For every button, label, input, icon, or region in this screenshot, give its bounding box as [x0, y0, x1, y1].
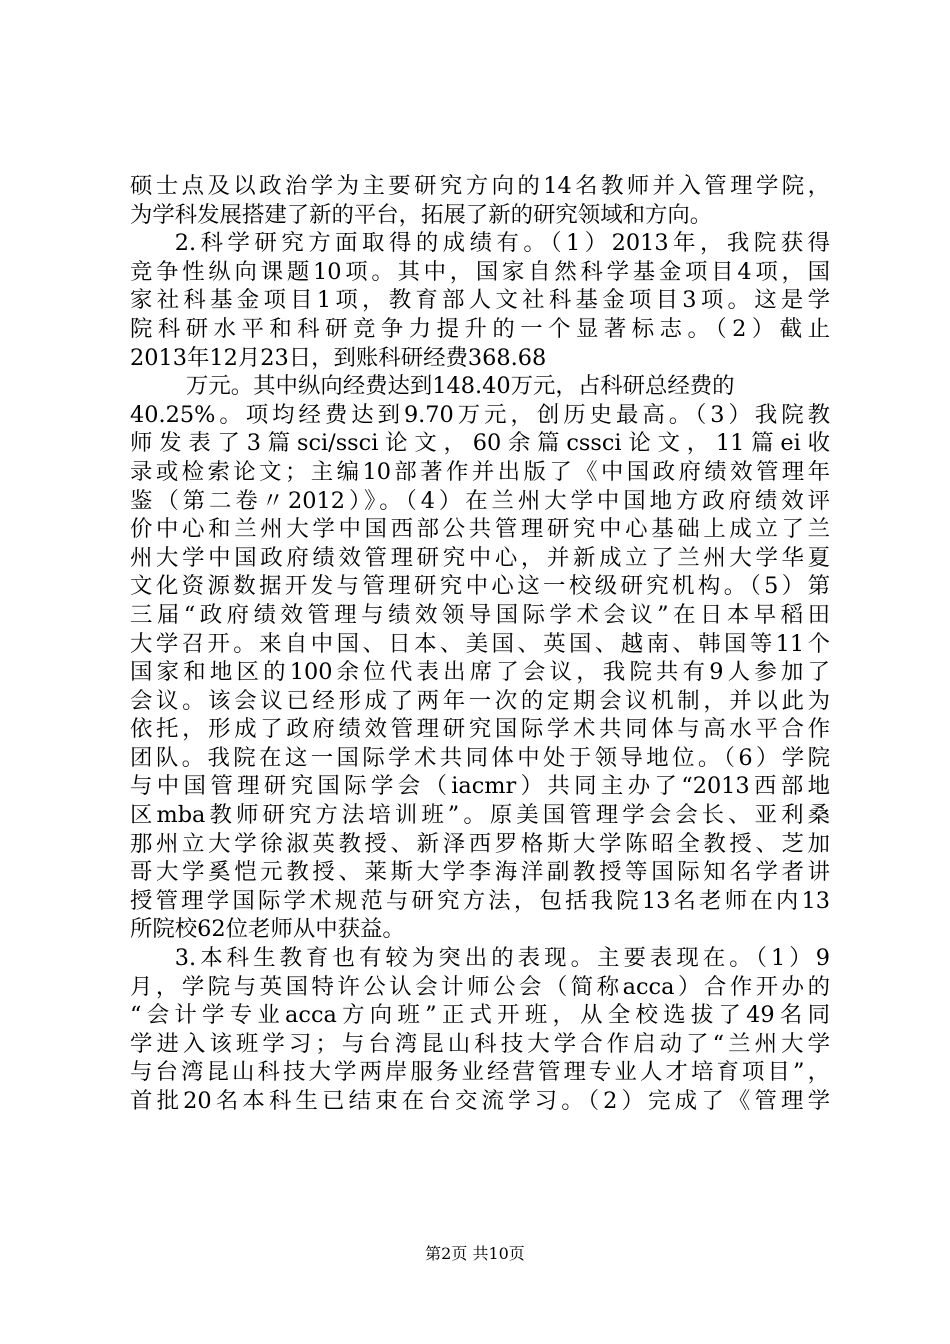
text-line: 与台湾昆山科技大学两岸服务业经营管理专业人才培育项目”，: [130, 1059, 830, 1086]
text-line: 所院校62位老师从中获益。: [130, 916, 405, 943]
text-line: 竞争性纵向课题10项。其中，国家自然科学基金项目4项，国: [130, 258, 830, 285]
text-line: 3.本科生教育也有较为突出的表现。主要表现在。（1）9: [174, 945, 830, 972]
text-line: 40.25%。项均经费达到9.70万元，创历史最高。（3）我院教: [130, 401, 830, 428]
text-line: 州大学中国政府绩效管理研究中心，并新成立了兰州大学华夏: [130, 544, 830, 571]
text-line: 与中国管理研究国际学会（iacmr）共同主办了“2013西部地: [130, 773, 830, 800]
text-line: 那州立大学徐淑英教授、新泽西罗格斯大学陈昭全教授、芝加: [130, 830, 830, 857]
text-line: 录或检索论文；主编10部著作并出版了《中国政府绩效管理年: [130, 458, 830, 485]
text-line: 硕士点及以政治学为主要研究方向的14名教师并入管理学院，: [130, 173, 830, 199]
text-line: 师发表了3篇sci/ssci论文，60余篇cssci论文，11篇ei收: [130, 430, 830, 457]
text-line: 家社科基金项目1项，教育部人文社科基金项目3项。这是学: [130, 287, 830, 314]
text-line: 月，学院与英国特许公认会计师公会（简称acca）合作开办的: [130, 973, 830, 1000]
text-line: 三届“政府绩效管理与绩效领导国际学术会议”在日本早稻田: [130, 601, 830, 628]
text-line: 区mba教师研究方法培训班”。原美国管理学会会长、亚利桑: [130, 802, 830, 829]
text-line: “会计学专业acca方向班”正式开班，从全校选拔了49名同: [130, 1002, 830, 1029]
text-line: 万元。其中纵向经费达到148.40万元，占科研总经费的: [186, 373, 735, 400]
text-line: 团队。我院在这一国际学术共同体中处于领导地位。（6）学院: [130, 744, 830, 771]
text-line: 首批20名本科生已结束在台交流学习。（2）完成了《管理学: [130, 1088, 830, 1114]
text-line: 为学科发展搭建了新的平台，拓展了新的研究领域和方向。: [130, 201, 713, 228]
text-line: 2013年12月23日，到账科研经费368.68: [130, 344, 547, 371]
text-line: 会议。该会议已经形成了两年一次的定期会议机制，并以此为: [130, 687, 830, 714]
text-line: 国家和地区的100余位代表出席了会议，我院共有9人参加了: [130, 659, 830, 686]
text-line: 依托，形成了政府绩效管理研究国际学术共同体与高水平合作: [130, 716, 830, 743]
text-line: 价中心和兰州大学中国西部公共管理研究中心基础上成立了兰: [130, 516, 830, 543]
text-line: 文化资源数据开发与管理研究中心这一校级研究机构。（5）第: [130, 573, 830, 600]
text-line: 哥大学奚恺元教授、莱斯大学李海洋副教授等国际知名学者讲: [130, 859, 830, 886]
text-line: 鉴（第二卷〃2012）》。（4）在兰州大学中国地方政府绩效评: [130, 487, 830, 514]
text-line: 2.科学研究方面取得的成绩有。（1）2013年，我院获得: [174, 230, 831, 257]
text-line: 大学召开。来自中国、日本、美国、英国、越南、韩国等11个: [130, 630, 830, 657]
body-text: [130, 172, 830, 1116]
text-line: 授管理学国际学术规范与研究方法，包括我院13名老师在内13: [130, 887, 830, 914]
page-footer: 第2页 共10页: [425, 1244, 525, 1263]
text-line: 学进入该班学习；与台湾昆山科技大学合作启动了“兰州大学: [130, 1030, 830, 1057]
text-line: 院科研水平和科研竞争力提升的一个显著标志。（2）截止: [130, 315, 830, 342]
